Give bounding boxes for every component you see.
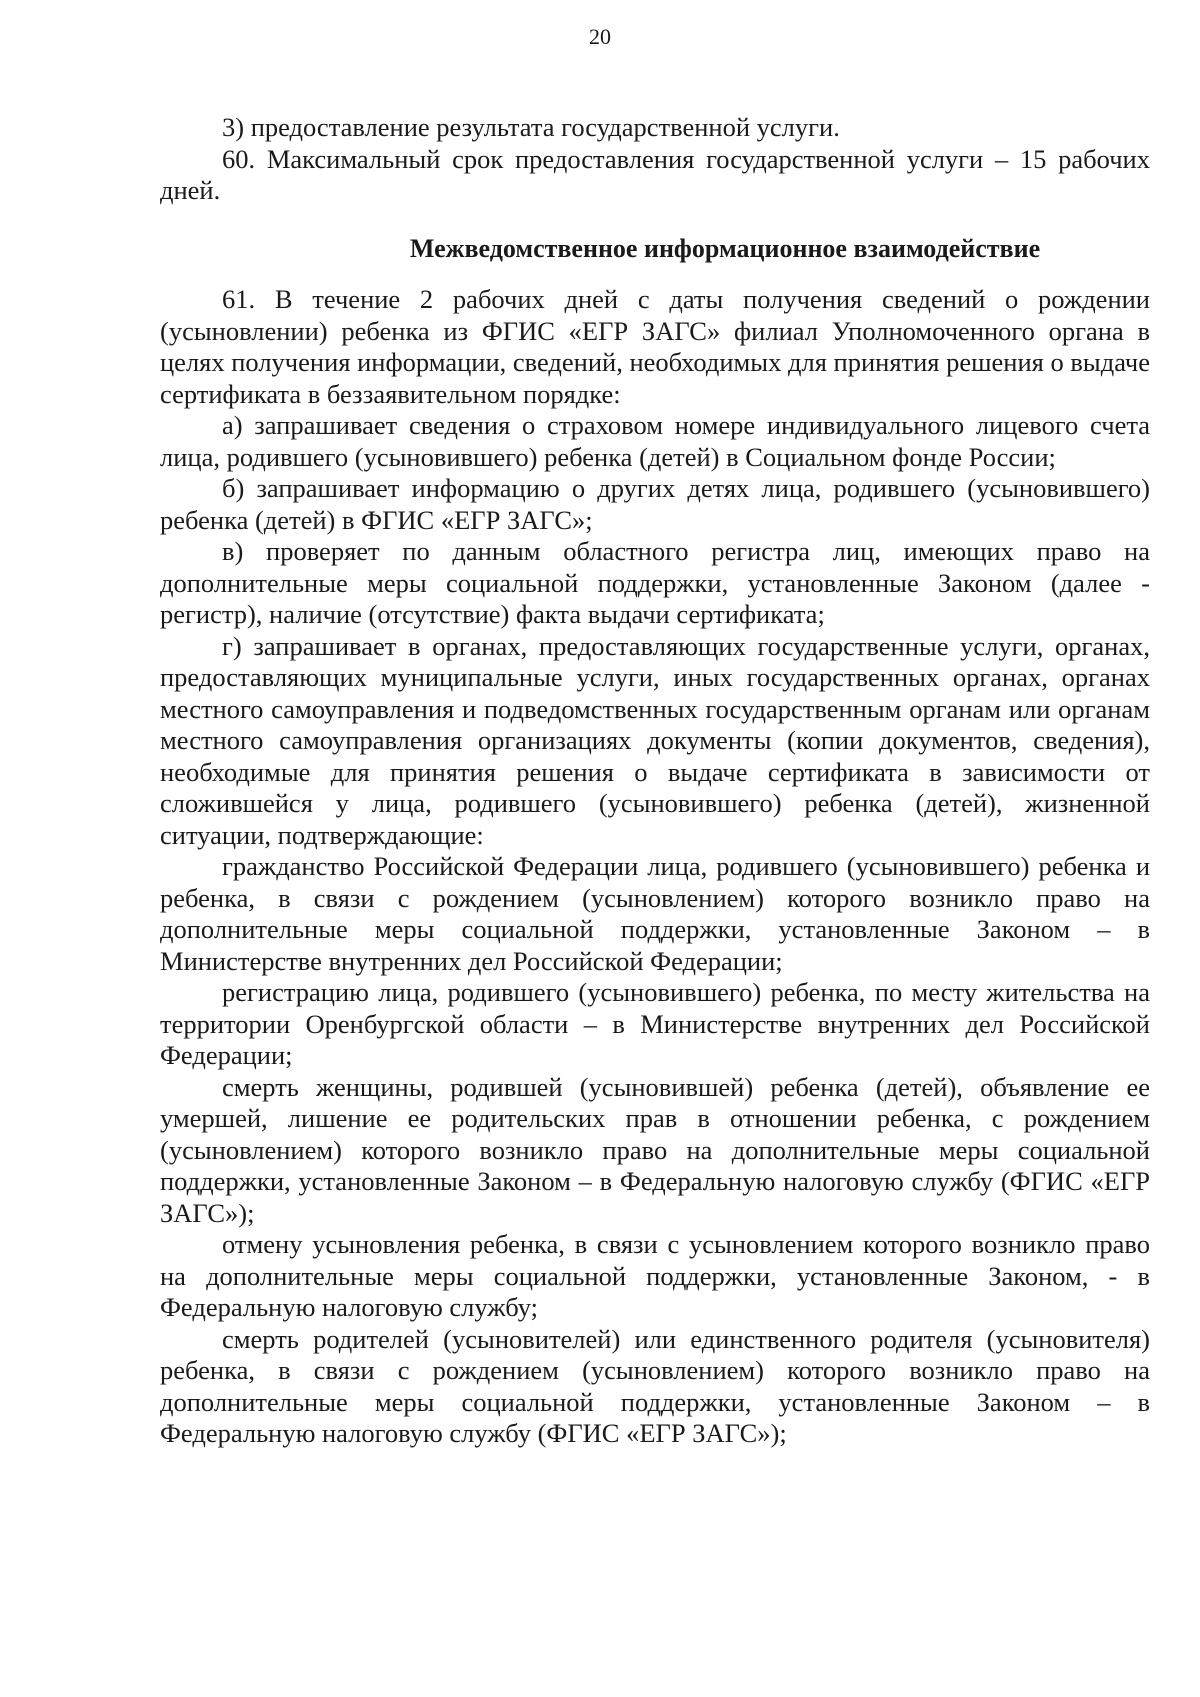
list-item: смерть женщины, родившей (усыновившей) ребенка (детей), объявление ее умершей, лишение ее родительских прав в отношении ребенка, с рождением (усыновлением) которого возникло право на дополнительные меры социальной поддержки, установленные Законом – в Федеральную налоговую службу (ФГИС «ЕГР ЗАГС»); — [160, 1071, 1150, 1228]
paragraph-result-provision: 3) предоставление результата государственной услуги. — [222, 112, 840, 142]
list-item: г) запрашивает в органах, предоставляющих государственные услуги, органах, предоставляющих муниципальные услуги, иных государственных органах, органах местного самоуправления и подведомственных государственным органам или органам местного самоуправления организациях документы (копии документов, сведения), необходимые для принятия решения о выдаче сертификата в зависимости от сложившейся у лица, родившего (усыновившего) ребенка (детей), жизненной ситуации, подтверждающие: — [160, 630, 1150, 850]
list-item: гражданство Российской Федерации лица, родившего (усыновившего) ребенка и ребенка, в связи с рождением (усыновлением) которого возникло право на дополнительные меры социальной поддержки, установленные Законом – в Министерстве внутренних дел Российской Федерации; — [160, 851, 1150, 976]
confirmation-list — [160, 851, 1150, 1450]
list-item: в) проверяет по данным областного регистра лиц, имеющих право на дополнительные меры социальной поддержки, установленные Законом (далее - регистр), наличие (отсутствие) факта выдачи сертификата; — [160, 536, 1150, 629]
subitem-list — [160, 410, 1150, 851]
page-number: 20 — [589, 24, 611, 49]
section-heading: Межведомственное информационное взаимодействие — [409, 233, 1041, 263]
document-body — [160, 112, 1150, 1450]
paragraph-item-61: 61. В течение 2 рабочих дней с даты получения сведений о рождении (усыновлении) ребенка из ФГИС «ЕГР ЗАГС» филиал Уполномоченного органа в целях получения информации, сведений, необходимых для принятия решения о выдаче сертификата в беззаявительном порядке: — [160, 284, 1150, 409]
paragraph-item-60: 60. Максимальный срок предоставления государственной услуги – 15 рабочих дней. — [160, 143, 1150, 205]
list-item: регистрацию лица, родившего (усыновившего) ребенка, по месту жительства на территории Оренбургской области – в Министерстве внутренних дел Российской Федерации; — [160, 977, 1150, 1070]
list-item: отмену усыновления ребенка, в связи с усыновлением которого возникло право на дополнительные меры социальной поддержки, установленные Законом, - в Федеральную налоговую службу; — [160, 1229, 1150, 1322]
list-item: б) запрашивает информацию о других детях лица, родившего (усыновившего) ребенка (детей) в ФГИС «ЕГР ЗАГС»; — [160, 473, 1150, 535]
list-item: а) запрашивает сведения о страховом номере индивидуального лицевого счета лица, родившего (усыновившего) ребенка (детей) в Социальном фонде России; — [160, 410, 1150, 472]
list-item: смерть родителей (усыновителей) или единственного родителя (усыновителя) ребенка, в связи с рождением (усыновлением) которого возникло право на дополнительные меры социальной поддержки, установленные Законом – в Федеральную налоговую службу (ФГИС «ЕГР ЗАГС»); — [160, 1323, 1150, 1448]
